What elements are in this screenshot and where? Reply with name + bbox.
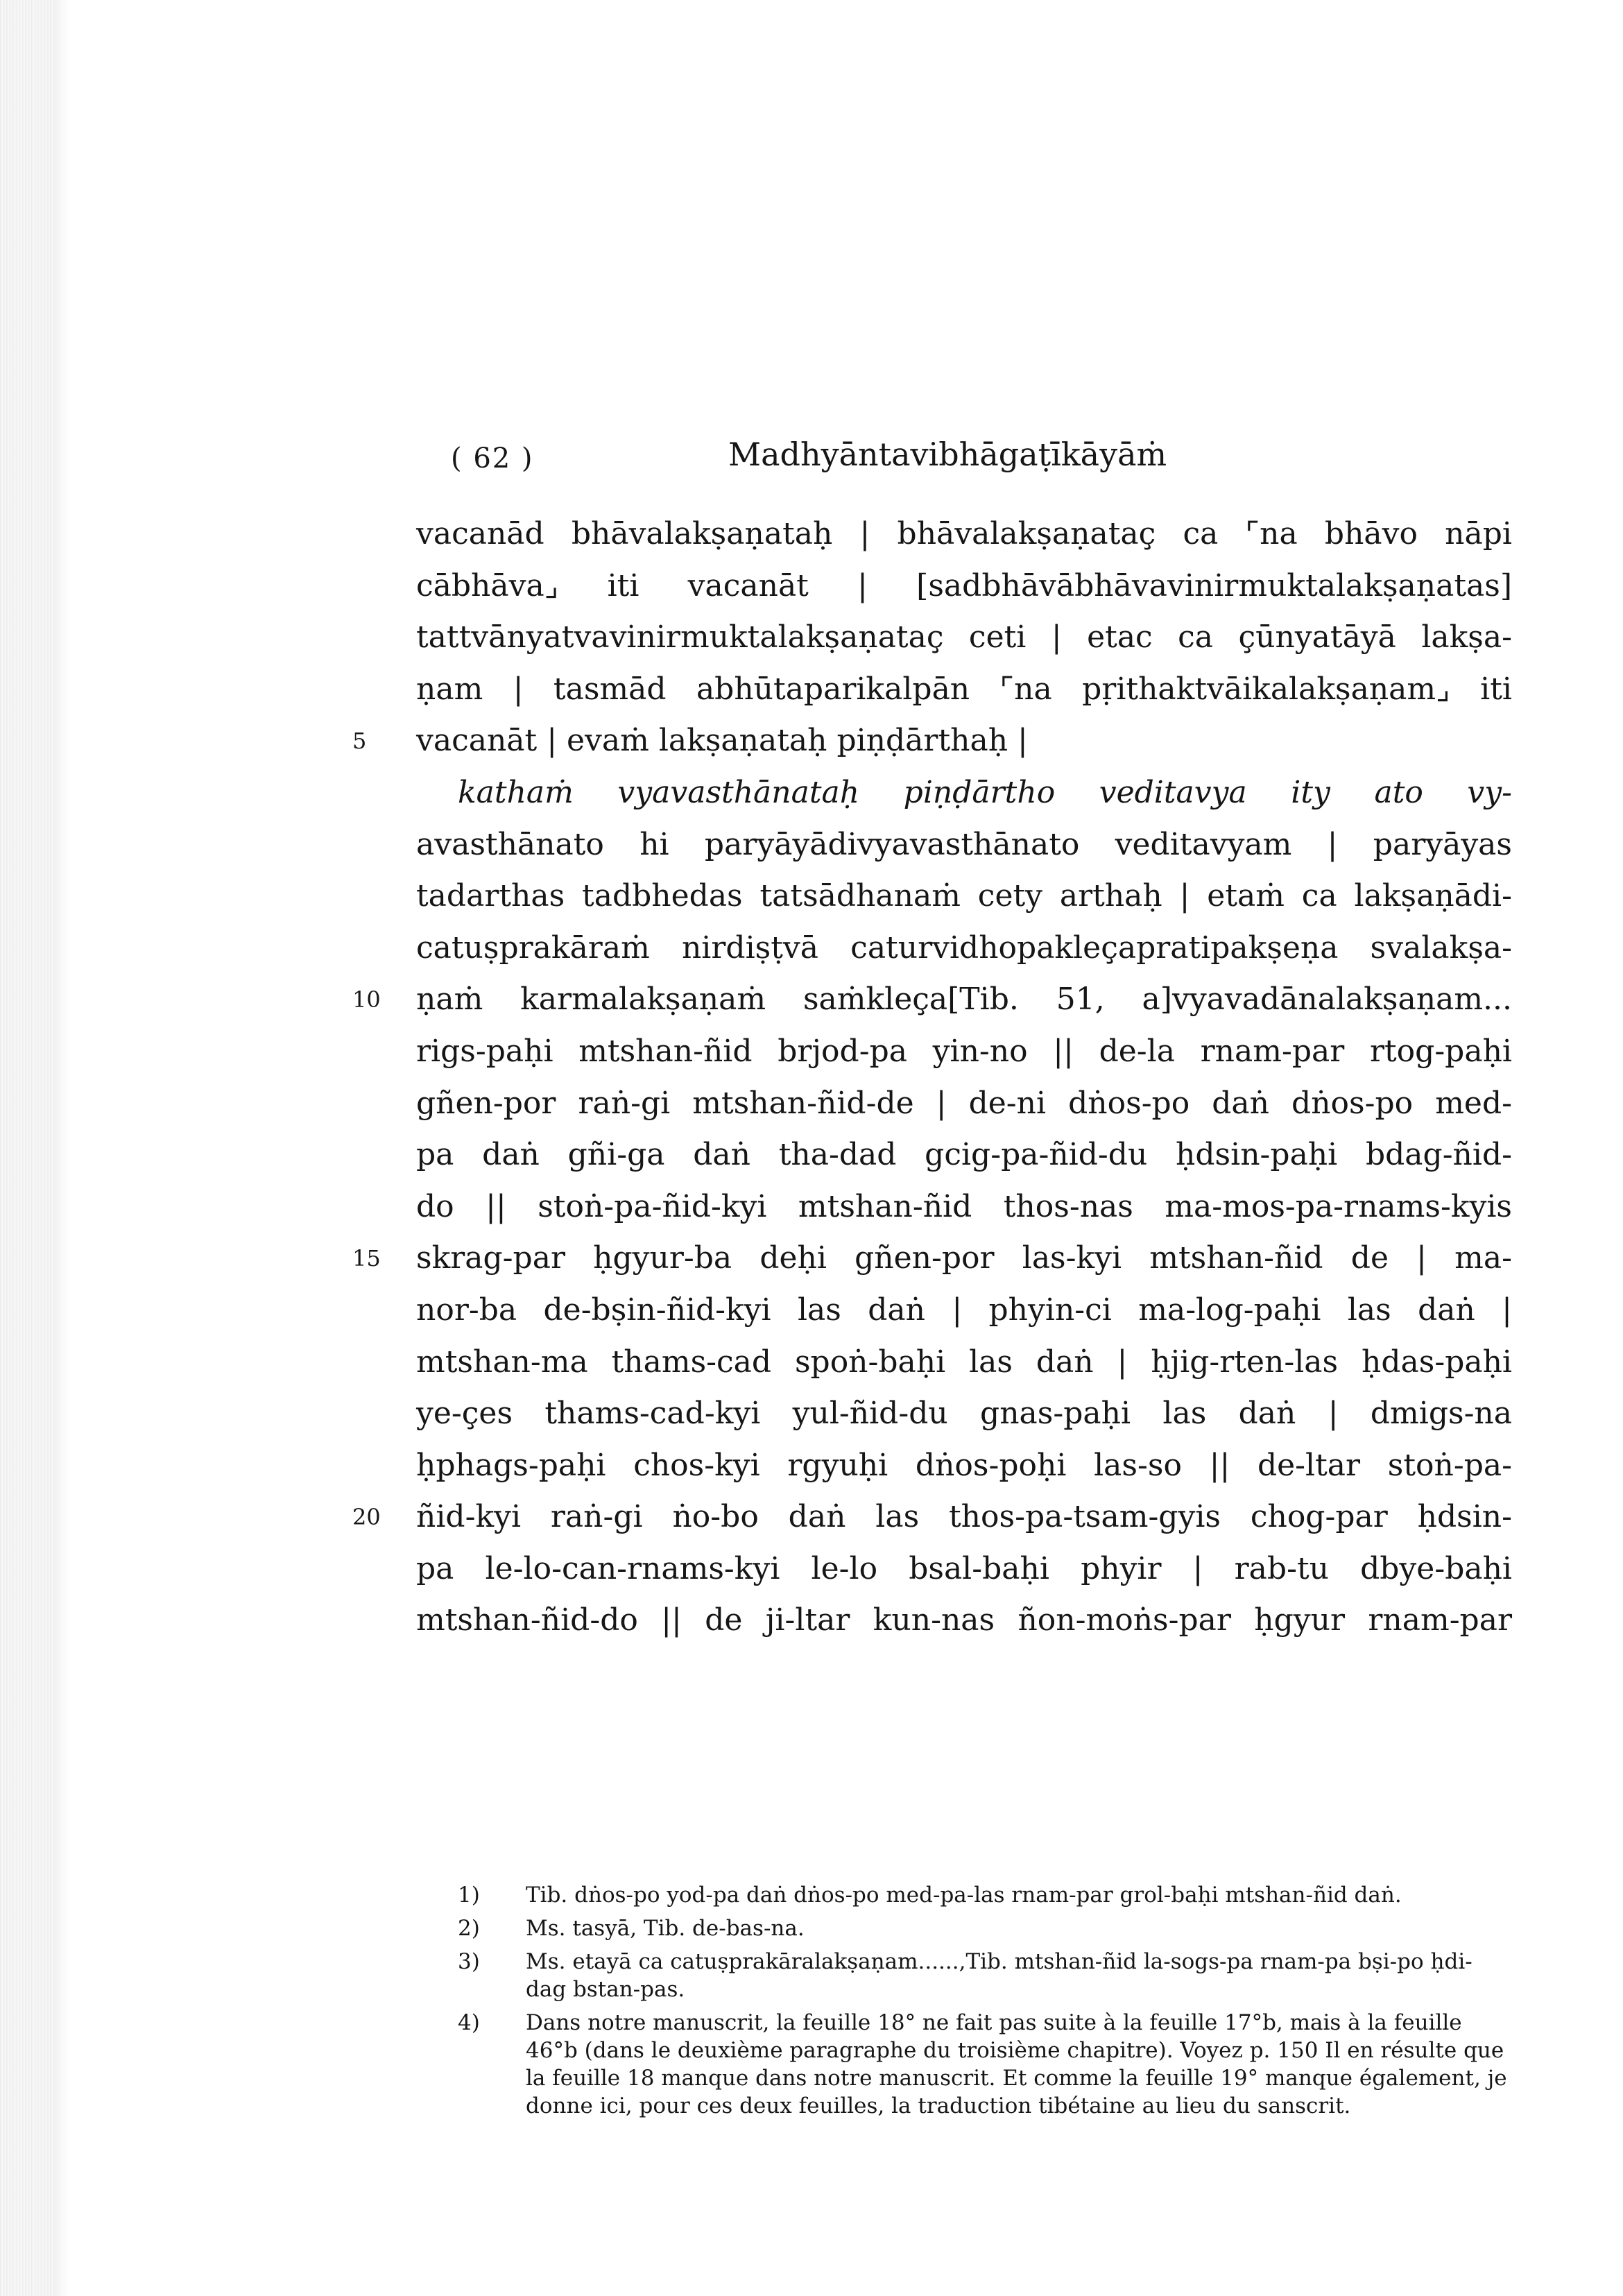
line-number: 5 — [352, 728, 367, 755]
line-text: ye-çes thams-cad-kyi yul-ñid-du gnas-paḥi las daṅ | dmigs-na — [416, 1396, 1512, 1432]
footnote-text: Tib. dṅos-po yod-pa daṅ dṅos-po med-pa-las rnam-par grol-baḥi mtshan-ñid daṅ. — [526, 1883, 1402, 1908]
page-header — [451, 436, 1228, 477]
line-text: gñen-por raṅ-gi mtshan-ñid-de | de-ni dṅos-po daṅ dṅos-po med- — [416, 1085, 1512, 1121]
line-text: skrag-par ḥgyur-ba deḥi gñen-por las-kyi mtshan-ñid de | ma- — [416, 1240, 1512, 1276]
footnote-label: 3) — [458, 1949, 480, 1974]
line-text: kathaṁ vyavasthānataḥ piṇḍārtho veditavya ity ato vy- — [458, 774, 1512, 810]
line-text: pa le-lo-can-rnams-kyi le-lo bsal-baḥi phyir | rab-tu dbye-baḥi — [416, 1550, 1512, 1586]
text-line — [416, 1337, 1512, 1389]
footnote-label: 2) — [458, 1916, 480, 1941]
text-line — [416, 1078, 1512, 1130]
footnote-label: 4) — [458, 2010, 480, 2035]
text-line — [416, 819, 1512, 871]
text-line — [416, 1440, 1512, 1492]
text-line — [416, 767, 1512, 819]
text-line — [416, 1129, 1512, 1181]
line-text: nor-ba de-bṣin-ñid-kyi las daṅ | phyin-ci ma-log-paḥi las daṅ | — [416, 1292, 1512, 1328]
line-text: avasthānato hi paryāyādivyavasthānato veditavyam | paryāyas — [416, 826, 1512, 862]
text-line — [352, 1233, 1512, 1285]
line-number: 15 — [352, 1245, 381, 1272]
line-number: 20 — [352, 1504, 381, 1531]
line-text: tattvānyatvavinirmuktalakṣaṇataç ceti | etac ca çūnyatāyā lakṣa- — [416, 619, 1512, 656]
line-number: 10 — [352, 986, 381, 1013]
line-text: ṇaṁ karmalakṣaṇaṁ saṁkleça[Tib. 51, a]vyavadānalakṣaṇam... — [416, 982, 1512, 1018]
line-text: vacanād bhāvalakṣaṇataḥ | bhāvalakṣaṇataç ca ⌜na bhāvo nāpi — [416, 516, 1512, 551]
text-line — [416, 1285, 1512, 1337]
line-text: mtshan-ma thams-cad spoṅ-baḥi las daṅ | ḥjig-rten-las ḥdas-paḥi — [416, 1344, 1512, 1380]
line-text: cābhāva⌟ iti vacanāt | [sadbhāvābhāvavinirmuktalakṣaṇatas] — [416, 567, 1512, 603]
text-line — [416, 664, 1512, 716]
scan-margin-fade — [54, 0, 69, 2296]
text-line — [352, 974, 1512, 1026]
text-line — [416, 612, 1512, 664]
line-text: do || stoṅ-pa-ñid-kyi mtshan-ñid thos-nas ma-mos-pa-rnams-kyis — [416, 1188, 1512, 1224]
text-line — [416, 560, 1512, 612]
text-line — [416, 871, 1512, 923]
line-text: pa daṅ gñi-ga daṅ tha-dad gcig-pa-ñid-du ḥdsin-paḥi bdag-ñid- — [416, 1137, 1512, 1173]
running-title: Madhyāntavibhāgaṭīkāyāṁ — [728, 436, 1167, 473]
line-text: ñid-kyi raṅ-gi ṅo-bo daṅ las thos-pa-tsam-gyis chog-par ḥdsin- — [416, 1499, 1512, 1535]
text-line — [416, 508, 1512, 560]
line-text: ḥphags-paḥi chos-kyi rgyuḥi dṅos-poḥi las-so || de-ltar stoṅ-pa- — [416, 1447, 1512, 1483]
line-text: catuṣprakāraṁ nirdiṣṭvā caturvidhopakleçapratipakṣeṇa svalakṣa- — [416, 929, 1512, 966]
body-text — [352, 508, 1512, 1647]
text-line — [352, 715, 1512, 767]
line-text: ṇam | tasmād abhūtaparikalpān ⌜na pṛithaktvāikalakṣaṇam⌟ iti — [416, 671, 1512, 707]
footnote — [458, 2009, 1512, 2120]
line-text: mtshan-ñid-do || de ji-ltar kun-nas ñon-moṅs-par ḥgyur rnam-par — [416, 1602, 1512, 1638]
text-line — [416, 1388, 1512, 1440]
footnote-label: 1) — [458, 1883, 480, 1908]
footnote — [458, 1914, 1512, 1942]
footnote — [458, 1881, 1512, 1909]
footnote-text: Ms. tasyā, Tib. de-bas-na. — [526, 1916, 805, 1941]
footnote — [458, 1948, 1512, 2003]
text-line — [416, 1595, 1512, 1647]
page-number: ( 62 ) — [451, 443, 534, 474]
footnote-text: Ms. etayā ca catuṣprakāralakṣaṇam......,Tib. mtshan-ñid la-sogs-pa rnam-pa bṣi-po ḥdi-dag bstan-pas. — [526, 1949, 1472, 2002]
footnotes — [458, 1881, 1512, 2125]
line-text: vacanāt | evaṁ lakṣaṇataḥ piṇḍārthaḥ | — [416, 723, 1028, 759]
scan-margin-shadow — [0, 0, 54, 2296]
line-text: tadarthas tadbhedas tatsādhanaṁ cety arthaḥ | etaṁ ca lakṣaṇādi- — [416, 878, 1512, 914]
text-line — [352, 1491, 1512, 1543]
footnote-text: Dans notre manuscrit, la feuille 18° ne fait pas suite à la feuille 17°b, mais à la feuille 46°b (dans le deuxième paragraphe du troisième chapitre). Voyez p. 150 Il en résulte que la feuille 18 manque dans notre manuscrit. Et comme la feuille 19° manque également, je donne ici, pour ces deux feuilles, la traduction tibétaine au lieu du sanscrit. — [526, 2010, 1507, 2118]
text-line — [416, 923, 1512, 975]
text-line — [416, 1026, 1512, 1078]
text-line — [416, 1543, 1512, 1595]
line-text: rigs-paḥi mtshan-ñid brjod-pa yin-no || de-la rnam-par rtog-paḥi — [416, 1033, 1512, 1069]
text-line — [416, 1181, 1512, 1233]
